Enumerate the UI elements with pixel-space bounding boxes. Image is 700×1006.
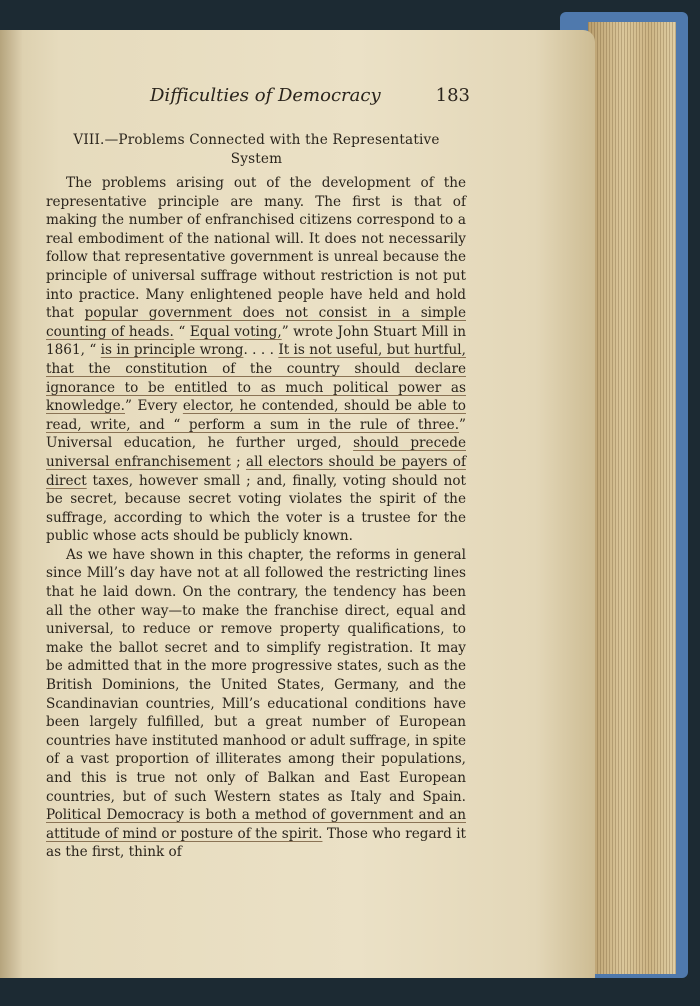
page-edges-texture — [588, 22, 676, 974]
section-heading — [44, 131, 469, 169]
text-span: ” wrote John Stuart Mill in 1861, “ — [46, 323, 467, 359]
underlined-text: is in principle wrong — [100, 342, 244, 359]
underlined-text: It is not useful, but hurtful, that the constitution of the country should declare ignorance to be entitled to as much political power as knowledge. — [46, 342, 466, 415]
text-span: . . . . — [243, 342, 279, 359]
underlined-text: Equal voting, — [189, 323, 282, 340]
page-number: 183 — [435, 85, 470, 106]
underlined-text: popular government does not consist in a simple counting of heads. — [46, 305, 466, 340]
text-span: Those who regard it as the first, think of — [46, 825, 467, 861]
paragraph-2 — [46, 546, 466, 862]
underlined-text: Political Democracy is both a method of government and an attitude of mind or posture of the spirit. — [46, 807, 466, 842]
underlined-text: all electors should be payers of direct — [46, 453, 466, 489]
paragraph-1 — [46, 174, 466, 546]
running-header — [150, 85, 470, 106]
text-span: As we have shown in this chapter, the reforms in general since Mill’s day have not at all followed the restricting lines that he laid down. On the contrary, the tendency has been all the other way—to make the franchise direct, equal and universal, to reduce or remove property qualifications, to make the ballot secret and to simplify registration. It may be admitted that in the more progressive states, such as the British Dominions, the United States, Germany, and the Scandinavian countries, Mill’s educational conditions have been largely fulfilled, but a great number of European countries have instituted manhood or adult suffrage, in spite of a vast proportion of illiterates among their populations, and this is true not only of Balkan and East European countries, but of such Western states as Italy and Spain. — [46, 546, 466, 805]
body-text — [46, 174, 466, 862]
underlined-text: elector, he contended, should be able to read, write, and “ perform a sum in the rule of three. — [46, 398, 466, 433]
text-span: ” Every — [124, 398, 183, 415]
running-title: Difficulties of Democracy — [150, 85, 381, 106]
underlined-text: should precede universal enfranchisement — [46, 435, 466, 470]
text-span: taxes, however small ; and, finally, voting should not be secret, because secret voting violates the spirit of the suffrage, according to which the voter is a trustee for the public whose acts should be publicly known. — [46, 472, 466, 545]
section-heading-line-2: System — [230, 151, 283, 167]
section-heading-line-1: VIII.—Problems Connected with the Representative — [73, 132, 440, 148]
text-span: ; — [230, 453, 246, 470]
text-span: “ — [173, 323, 190, 340]
text-span: ” Universal education, he further urged, — [46, 416, 466, 452]
text-span: The problems arising out of the development of the representative principle are many. The first is that of making the number of enfranchised citizens correspond to a real embodiment of the national will. It does not necessarily follow that representative government is unreal because the principle of universal suffrage without restriction is not put into practice. Many enlightened people have held and hold that — [46, 175, 466, 322]
book-binding-shadow — [0, 30, 22, 978]
